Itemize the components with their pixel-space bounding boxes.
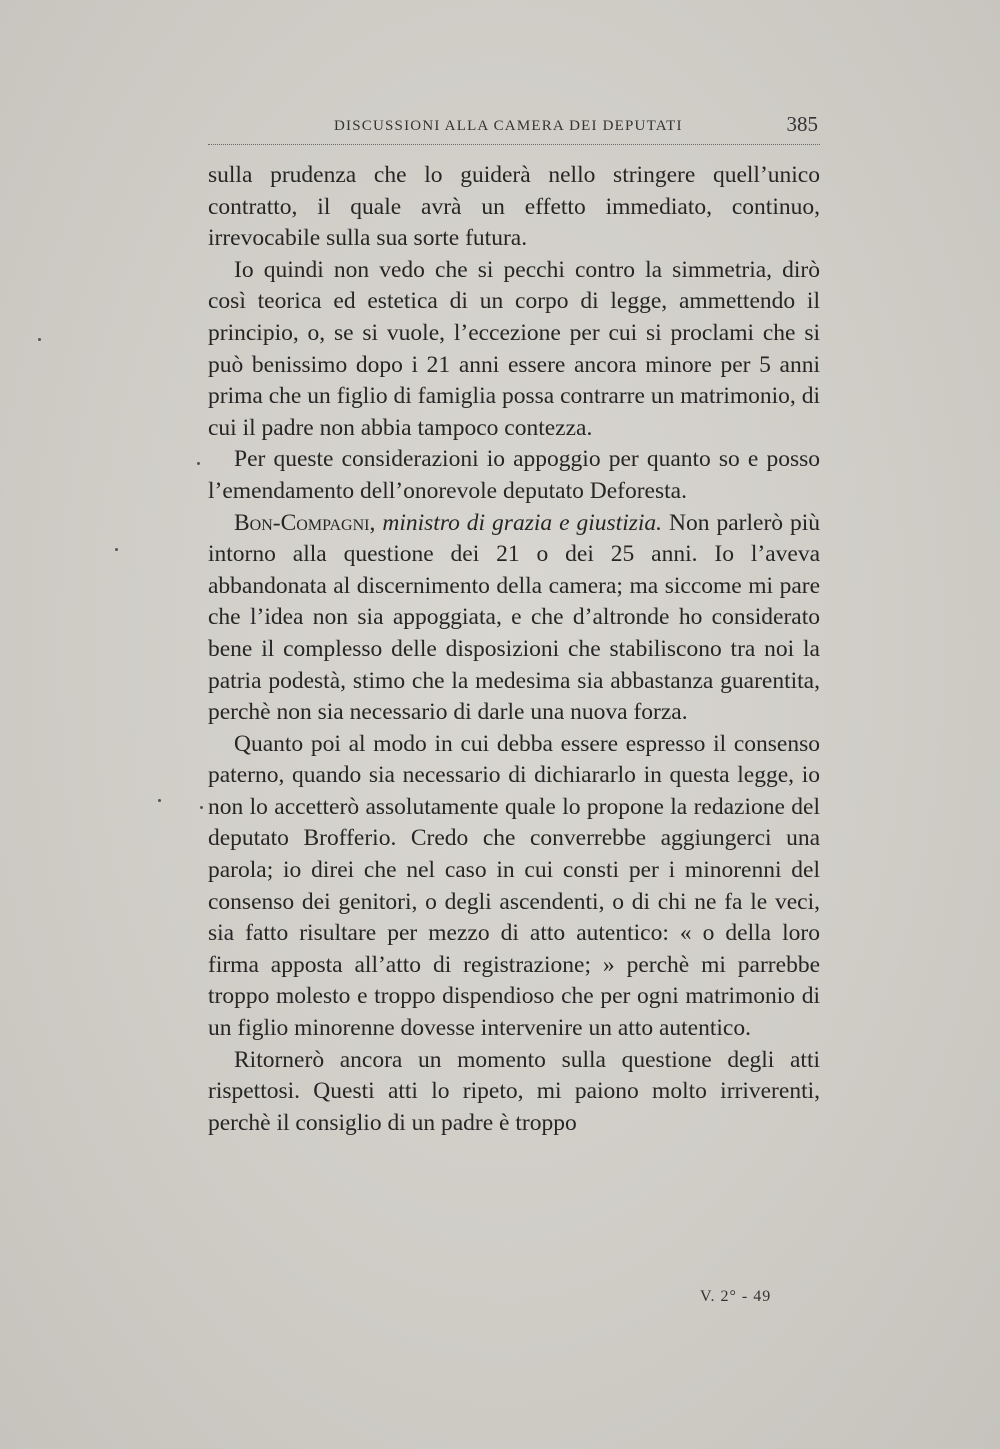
paper-speck (158, 799, 161, 802)
paragraph-4-text: Non parlerò più intorno alla questione dei 21 o dei 25 anni. Io l’aveva abbandonata al discernimento della camera; ma siccome mi pare che l’idea non sia appoggiata, e che d’altronde ho considerato bene il complesso delle disposizioni che stabiliscono tra noi la patria podestà, stimo che la medesima sia abbastanza guarentita, perchè non sia necessario di darle una nuova forza. (208, 509, 821, 726)
running-title: DISCUSSIONI ALLA CAMERA DEI DEPUTATI (334, 118, 683, 134)
paragraph-3: Per queste considerazioni io appoggio per quanto so e posso l’emendamento dell’onorevole deputato Deforesta. (208, 446, 820, 504)
page-header (208, 112, 820, 145)
paper-speck (38, 338, 41, 341)
paper-speck (200, 806, 203, 809)
page-number: 385 (786, 112, 818, 136)
speaker-role: ministro di grazia e giustizia. (382, 509, 663, 536)
paragraph-5: Quanto poi al modo in cui debba essere espresso il consenso paterno, quando sia necessario di dichiararlo in questa legge, io non lo accetterò assolutamente quale lo propone la redazione del deputato Brofferio. Credo che converrebbe aggiungerci una parola; io direi che nel caso in cui consti per i minorenni del consenso dei genitori, o degli ascendenti, o di chi ne fa le veci, sia fatto risultare per mezzo di atto autentico: « o della loro firma apposta all’atto di registrazione; » perchè mi parrebbe troppo molesto e troppo dispendioso che per ogni matrimonio di un figlio minorenne dovesse intervenire un atto autentico. (208, 730, 820, 1042)
paragraph-2: Io quindi non vedo che si pecchi contro la simmetria, dirò così teorica ed estetica di un corpo di legge, ammettendo il principio, o, se si vuole, l’eccezione per cui si proclami che si può benissimo dopo i 21 anni essere ancora minore per 5 anni prima che un figlio di famiglia possa contrarre un matrimonio, di cui il padre non abbia tampoco contezza. (208, 256, 820, 441)
paragraph-1: sulla prudenza che lo guiderà nello stringere quell’unico contratto, il quale avrà un effetto immediato, continuo, irrevocabile sulla sua sorte futura. (208, 162, 820, 252)
body-text (208, 160, 820, 1139)
paragraph-4 (208, 508, 820, 729)
paragraph-6: Ritornerò ancora un momento sulla questione degli atti rispettosi. Questi atti lo ripeto, mi paiono molto irriverenti, perchè il consiglio di un padre è troppo (208, 1046, 820, 1136)
paper-speck (197, 462, 200, 465)
paper-speck (115, 548, 118, 551)
speaker-name: Bon-Compagni, (234, 509, 376, 536)
signature-mark: V. 2° - 49 (700, 1288, 772, 1305)
